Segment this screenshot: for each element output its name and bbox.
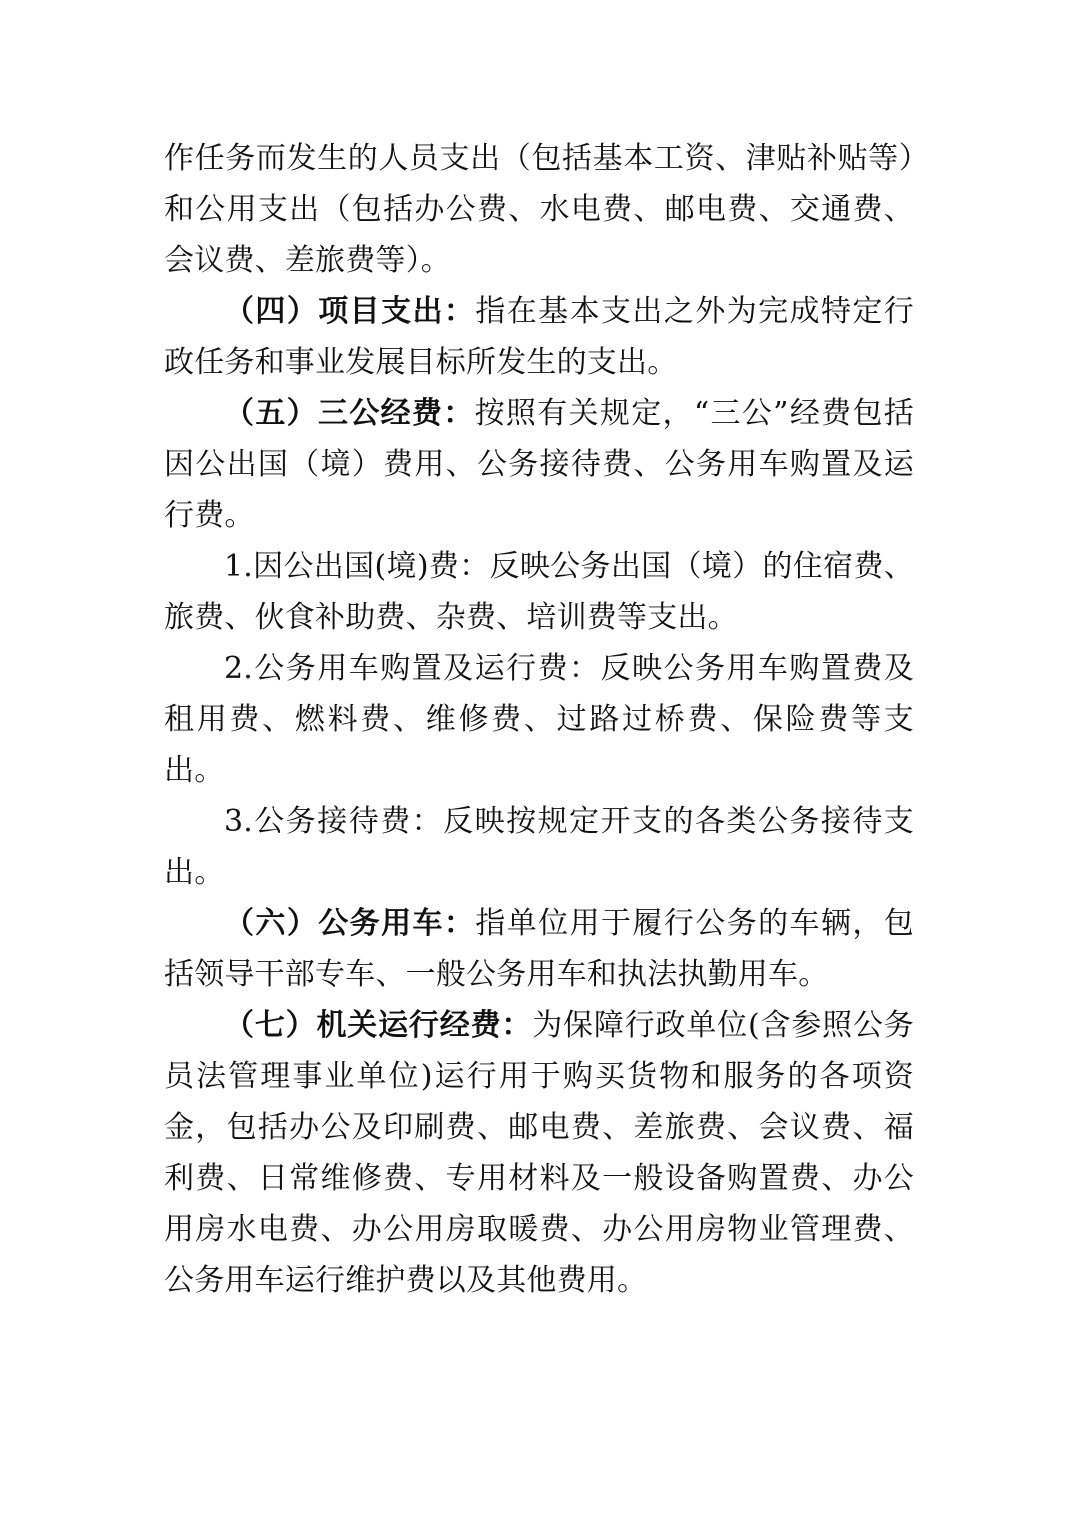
paragraph-text: 2.公务用车购置及运行费：反映公务用车购置费及租用费、燃料费、维修费、过路过桥费、保险费等支出。 bbox=[164, 651, 914, 788]
document-body bbox=[164, 133, 914, 1306]
paragraph-text: 1.因公出国(境)费：反映公务出国（境）的住宿费、旅费、伙食补助费、杂费、培训费等支出。 bbox=[164, 549, 914, 635]
section-heading-official-vehicles: （六）公务用车： bbox=[224, 906, 476, 941]
paragraph-text: 3.公务接待费：反映按规定开支的各类公务接待支出。 bbox=[164, 804, 914, 890]
paragraph-agency-operating-funds bbox=[164, 1000, 914, 1306]
paragraph-official-reception bbox=[164, 796, 914, 898]
section-heading-project-expenditure: （四）项目支出： bbox=[224, 294, 476, 329]
paragraph-text: 指单位用于履行公务的车辆，包括领导干部专车、一般公务用车和执法执勤用车。 bbox=[164, 906, 914, 992]
paragraph-text: 按照有关规定，“三公”经费包括因公出国（境）费用、公务接待费、公务用车购置及运行费。 bbox=[164, 396, 914, 533]
paragraph-text: 作任务而发生的人员支出（包括基本工资、津贴补贴等）和公用支出（包括办公费、水电费、邮电费、交通费、会议费、差旅费等）。 bbox=[164, 141, 914, 278]
section-heading-agency-operating-funds: （七）机关运行经费： bbox=[224, 1008, 533, 1043]
paragraph-project-expenditure bbox=[164, 286, 914, 388]
paragraph-three-public-funds bbox=[164, 388, 914, 541]
section-heading-three-public-funds: （五）三公经费： bbox=[224, 396, 475, 431]
paragraph-overseas-travel-fee bbox=[164, 541, 914, 643]
paragraph-vehicle-purchase-operation bbox=[164, 643, 914, 796]
paragraph-text: 为保障行政单位(含参照公务员法管理事业单位)运行用于购买货物和服务的各项资金，包括办公及印刷费、邮电费、差旅费、会议费、福利费、日常维修费、专用材料及一般设备购置费、办公用房水电费、办公用房取暖费、办公用房物业管理费、公务用车运行维护费以及其他费用。 bbox=[164, 1008, 915, 1298]
paragraph-text: 指在基本支出之外为完成特定行政任务和事业发展目标所发生的支出。 bbox=[164, 294, 914, 380]
paragraph-official-vehicles bbox=[164, 898, 914, 1000]
paragraph-basic-expenditure-continuation bbox=[164, 133, 914, 286]
